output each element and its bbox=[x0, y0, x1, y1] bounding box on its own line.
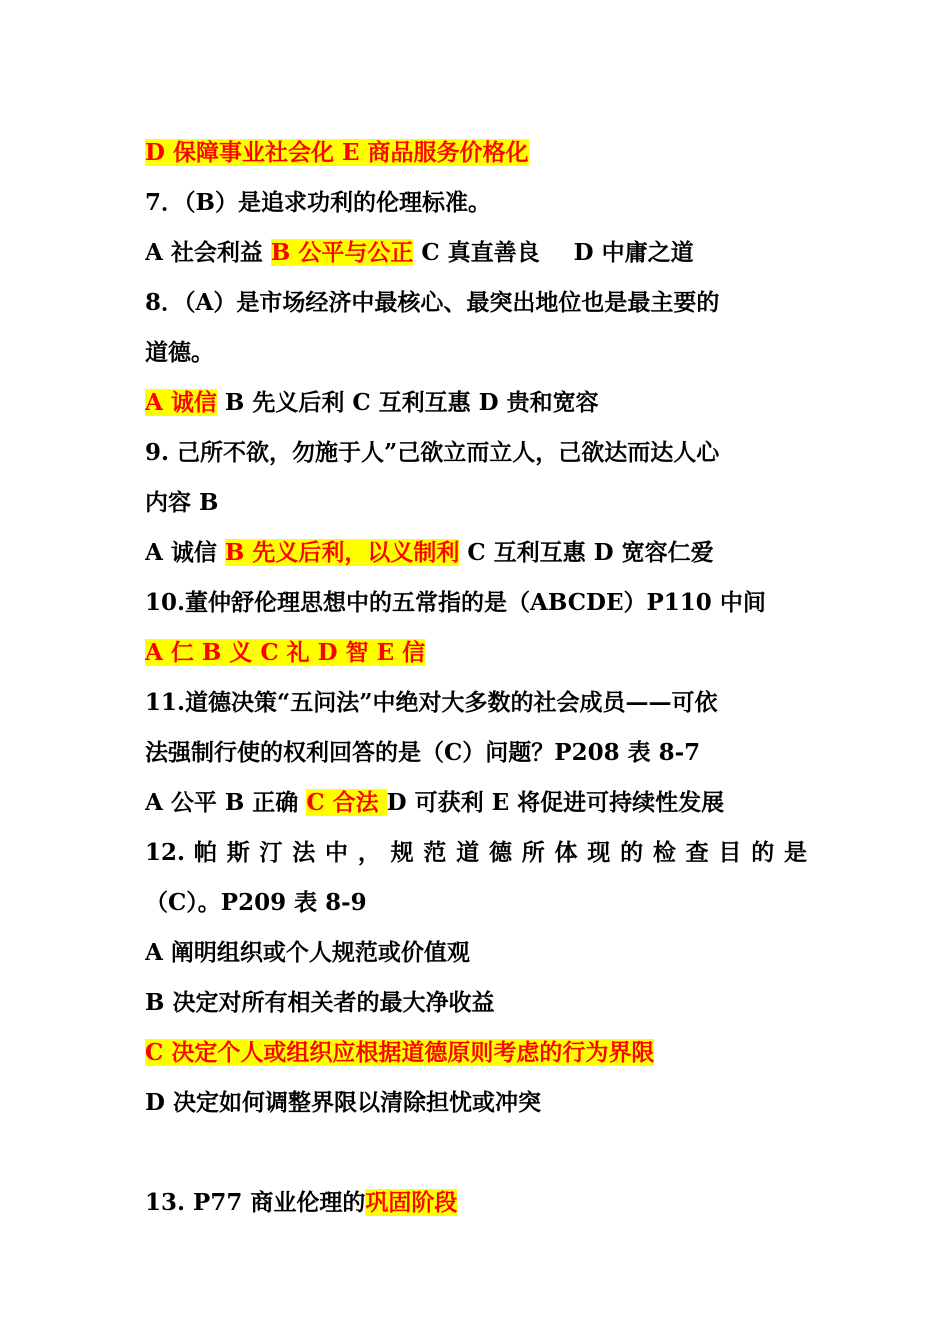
option-a: A 社会利益 bbox=[145, 239, 271, 266]
other-options: B 先义后利 C 互利互惠 D 贵和宽容 bbox=[216, 389, 599, 416]
highlighted-answer: 巩固阶段 bbox=[365, 1189, 458, 1216]
option-ab: A 公平 B 正确 bbox=[145, 789, 307, 816]
question-10 bbox=[145, 578, 807, 628]
options-q9 bbox=[145, 528, 807, 578]
option-b-q12 bbox=[145, 978, 807, 1028]
answer-line-q6 bbox=[145, 128, 807, 178]
question-text: 道德。 bbox=[145, 339, 214, 366]
question-9-line-2 bbox=[145, 478, 807, 528]
highlighted-answer: A 诚信 bbox=[145, 389, 217, 416]
question-11-line-1 bbox=[145, 678, 807, 728]
question-text: 13. P77 商业伦理的 bbox=[145, 1189, 366, 1216]
options-q7 bbox=[145, 228, 807, 278]
highlighted-answer: B 公平与公正 bbox=[270, 239, 414, 266]
question-9-line-1 bbox=[145, 428, 807, 478]
options-q8 bbox=[145, 378, 807, 428]
question-text: 8．（A）是市场经济中最核心、最突出地位也是最主要的 bbox=[145, 289, 720, 316]
highlighted-answer: D 保障事业社会化 E 商品服务价格化 bbox=[145, 139, 529, 166]
highlighted-answer: B 先义后利，以义制利 bbox=[224, 539, 460, 566]
question-text: 内容 B bbox=[145, 489, 219, 516]
question-text: 法强制行使的权利回答的是（C）问题？P208 表 8-7 bbox=[145, 739, 701, 766]
question-text: 7．（B）是追求功利的伦理标准。 bbox=[145, 189, 491, 216]
question-12-line-2 bbox=[145, 878, 807, 928]
other-options: D 可获利 E 将促进可持续性发展 bbox=[386, 789, 725, 816]
option-c: C 真直善良 bbox=[413, 239, 540, 266]
question-11-line-2 bbox=[145, 728, 807, 778]
option-d-q12 bbox=[145, 1078, 807, 1128]
highlighted-answer: A 仁 B 义 C 礼 D 智 E 信 bbox=[145, 639, 426, 666]
question-7 bbox=[145, 178, 807, 228]
option-c-q12 bbox=[145, 1028, 807, 1078]
question-8-line-2 bbox=[145, 328, 807, 378]
blank-line bbox=[145, 1128, 807, 1178]
question-12-line-1: 12. 帕 斯 汀 法 中 ， 规 范 道 德 所 体 现 的 检 查 目 的 是 bbox=[145, 839, 807, 866]
question-text: 9. 己所不欲，勿施于人”己欲立而立人，己欲达而达人心 bbox=[145, 439, 720, 466]
option-a: A 诚信 bbox=[145, 539, 225, 566]
question-text: 10.董仲舒伦理思想中的五常指的是（ABCDE）P110 中间 bbox=[145, 589, 766, 616]
options-q11 bbox=[145, 778, 807, 828]
question-8-line-1 bbox=[145, 278, 807, 328]
options-q10 bbox=[145, 628, 807, 678]
question-13 bbox=[145, 1178, 807, 1228]
option-a-q12 bbox=[145, 928, 807, 978]
document-content bbox=[145, 128, 807, 1228]
question-text: （C）。P209 表 8-9 bbox=[145, 889, 367, 916]
highlighted-answer: C 决定个人或组织应根据道德原则考虑的行为界限 bbox=[145, 1039, 655, 1066]
question-text: 11.道德决策“五问法”中绝对大多数的社会成员——可依 bbox=[145, 689, 718, 716]
option-d: D 中庸之道 bbox=[573, 239, 694, 266]
option-text: A 阐明组织或个人规范或价值观 bbox=[145, 939, 470, 966]
option-text: B 决定对所有相关者的最大净收益 bbox=[145, 989, 495, 1016]
highlighted-answer: C 合法 bbox=[306, 789, 387, 816]
other-options: C 互利互惠 D 宽容仁爱 bbox=[459, 539, 714, 566]
option-text: D 决定如何调整界限以清除担忧或冲突 bbox=[145, 1089, 541, 1116]
